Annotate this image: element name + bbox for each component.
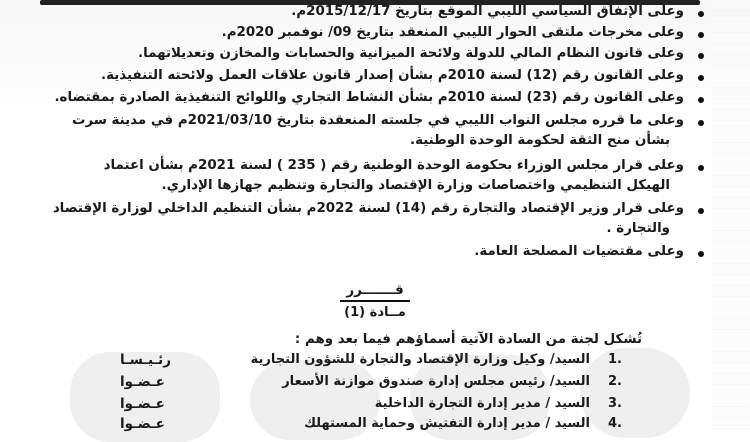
clause-9: وعلى مقتضيات المصلحة العامة.	[474, 244, 684, 259]
bullet-icon	[698, 120, 704, 126]
clause-3: وعلى قانون النظام المالي للدولة ولائحة الميزانية والحسابات والمخازن وتعديلاتهما.	[138, 46, 684, 61]
clause-8-continued: والتجارة .	[606, 221, 670, 236]
member-role: عـضـوا	[120, 396, 165, 412]
clause-5: وعلى القانون رقم (23) لسنة 2010م بشأن النشاط التجاري واللوائح التنفيذية الصادرة بمقتضاه.	[54, 90, 684, 105]
clause-2: وعلى مخرجات ملتقى الحوار الليبي المنعقد بتاريخ 09/ نوفمبر 2020م.	[221, 25, 684, 40]
item-number: 4.	[608, 416, 622, 431]
clause-1: وعلى الإتفاق السياسي الليبي الموقع بتاريخ 2015/12/17م.	[291, 4, 684, 19]
member-title: السيد / مدير إدارة التجارة الداخلية	[374, 396, 590, 411]
clause-6: وعلى ما قرره مجلس النواب الليبي في جلسته المنعقدة بتاريخ 2021/03/10م في مدينة سرت	[71, 113, 684, 128]
list-item	[0, 416, 750, 436]
bullet-icon	[698, 32, 704, 38]
article-heading: مــادة (1)	[344, 305, 406, 320]
member-role: عـضـوا	[120, 416, 165, 432]
member-title: السيد/ رئيس مجلس إدارة صندوق موازنة الأسعار	[282, 374, 590, 389]
item-number: 2.	[608, 374, 622, 389]
list-item	[0, 374, 750, 394]
clause-4: وعلى القانون رقم (12) لسنة 2010م بشأن إصدار قانون علاقات العمل ولائحته التنفيذية.	[101, 68, 684, 83]
bullet-icon	[698, 165, 704, 171]
decision-heading: قـــــــرر	[346, 282, 404, 298]
clause-7-continued: الهيكل التنظيمي واختصاصات وزارة الإقتصاد والتجارة وتنظيم جهازها الإداري.	[161, 178, 670, 193]
intro-line: تُشكل لجنة من السادة الآتية أسماؤهم فيما بعد وهم :	[294, 332, 642, 347]
list-item	[0, 396, 750, 416]
clause-8: وعلى قرار وزير الإقتصاد والتجارة رقم (14) لسنة 2022م بشأن التنظيم الداخلي لوزارة الإقتصاد	[52, 201, 684, 216]
member-role: عـضـوا	[120, 374, 165, 390]
member-role: رئـيـسـا	[120, 352, 172, 368]
decision-underline	[340, 300, 410, 302]
member-title: السيد/ وكيل وزارة الإقتصاد والتجارة للشؤون التجارية	[250, 352, 590, 367]
bullet-icon	[698, 208, 704, 214]
bullet-icon	[698, 53, 704, 59]
clause-7: وعلى قرار مجلس الوزراء بحكومة الوحدة الوطنية رقم ( 235 ) لسنة 2021م بشأن اعتماد	[103, 158, 684, 173]
bullet-icon	[698, 11, 704, 17]
member-title: السيد / مدير إدارة التفتيش وحماية المستهلك	[304, 416, 590, 431]
bullet-icon	[698, 251, 704, 257]
bullet-icon	[698, 75, 704, 81]
item-number: 3.	[608, 396, 622, 411]
item-number: 1.	[608, 352, 622, 367]
list-item	[0, 352, 750, 372]
bullet-icon	[698, 97, 704, 103]
clause-6-continued: بشأن منح الثقة لحكومة الوحدة الوطنية.	[409, 133, 670, 148]
